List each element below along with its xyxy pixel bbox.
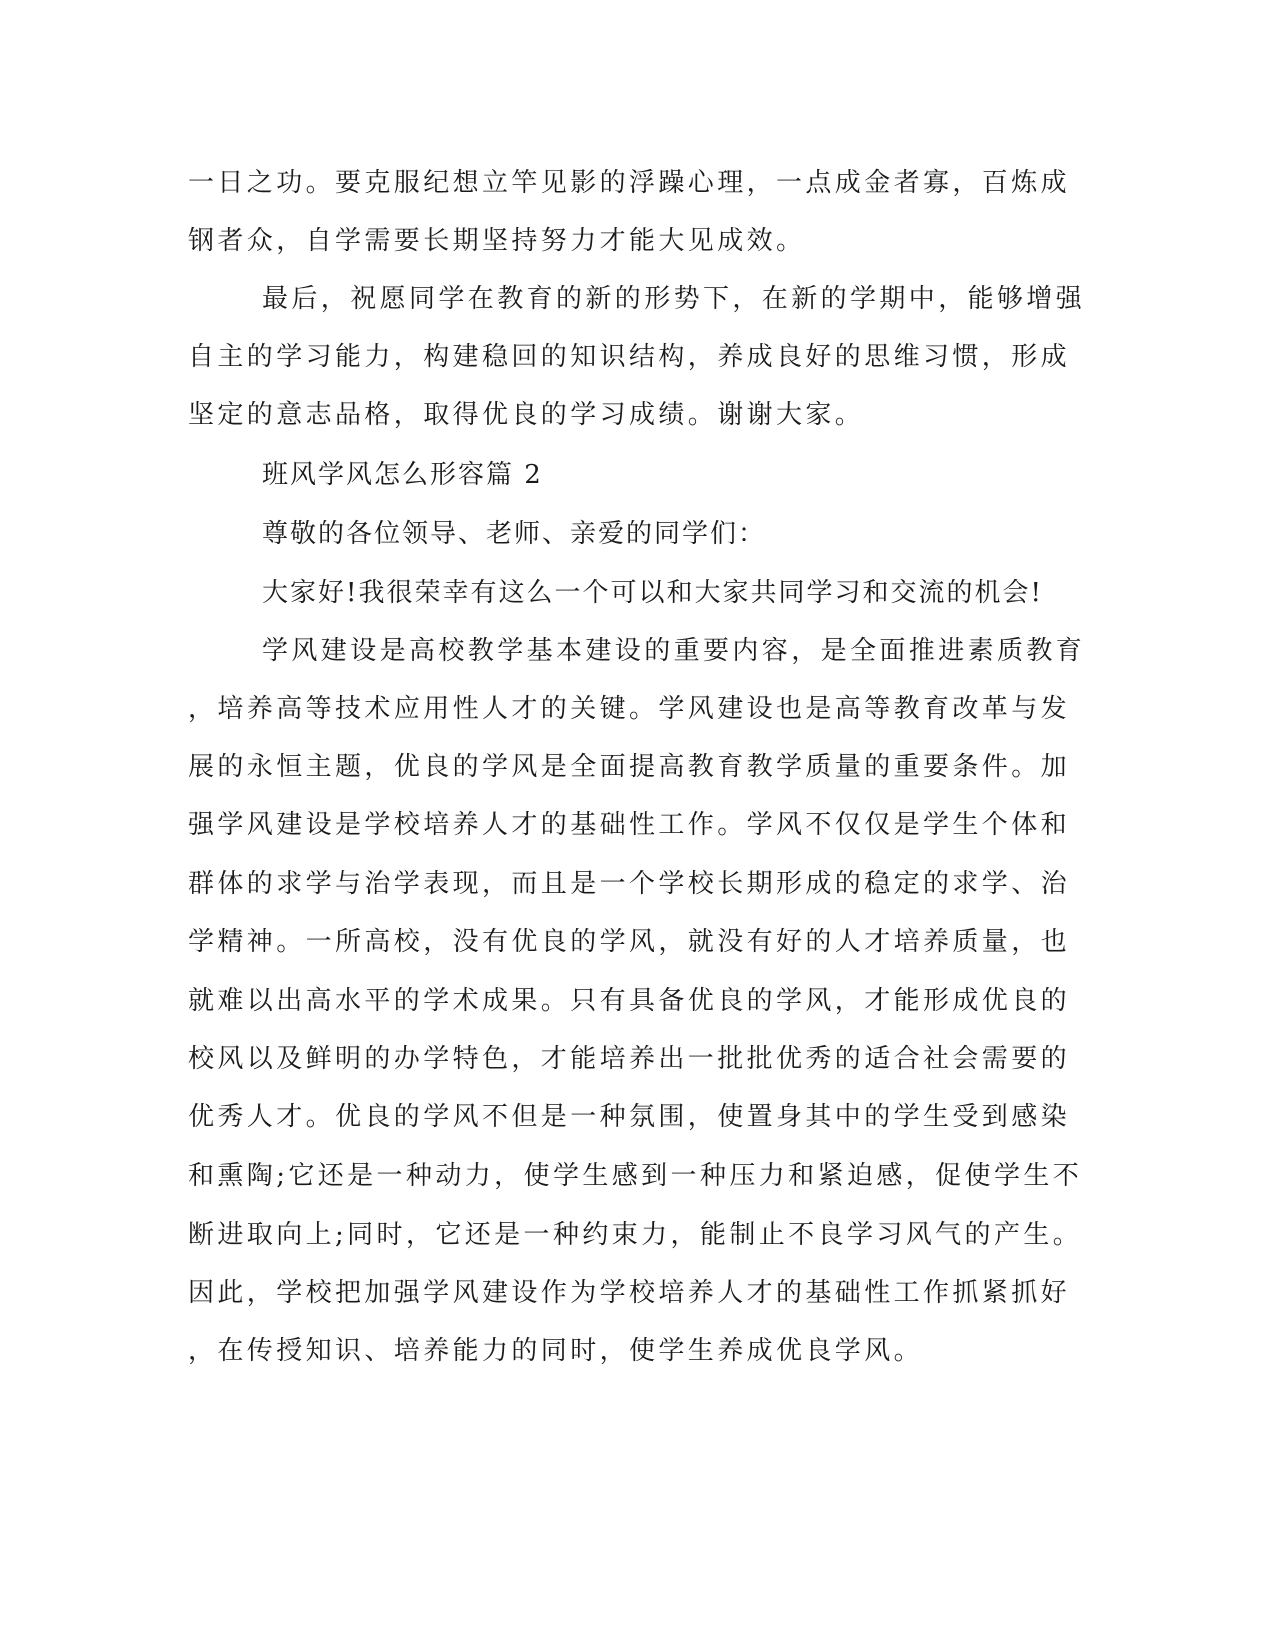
text-line: 学精神。一所高校，没有优良的学风，就没有好的人才培养质量，也	[188, 927, 1071, 957]
text-line: 断进取向上;同时，它还是一种约束力，能制止不良学习风气的产生。	[188, 1220, 1083, 1250]
salutation-line: 尊敬的各位领导、老师、亲爱的同学们：	[262, 519, 767, 549]
text-line: 群体的求学与治学表现，而且是一个学校长期形成的稳定的求学、治	[188, 869, 1071, 899]
text-line: 因此，学校把加强学风建设作为学校培养人才的基础性工作抓紧抓好	[188, 1278, 1071, 1308]
greeting-line: 大家好!我很荣幸有这么一个可以和大家共同学习和交流的机会!	[262, 578, 1043, 608]
text-line: 就难以出高水平的学术成果。只有具备优良的学风，才能形成优良的	[188, 986, 1071, 1016]
text-line: ，培养高等技术应用性人才的关键。学风建设也是高等教育改革与发	[188, 694, 1071, 724]
text-line: 自主的学习能力，构建稳回的知识结构，养成良好的思维习惯，形成	[188, 342, 1071, 372]
text-line: ，在传授知识、培养能力的同时，使学生养成优良学风。	[188, 1336, 924, 1366]
section-heading: 班风学风怎么形容篇 2	[262, 460, 543, 490]
paragraph-start-line: 最后，祝愿同学在教育的新的形势下，在新的学期中，能够增强	[262, 284, 1086, 314]
text-line: 展的永恒主题，优良的学风是全面提高教育教学质量的重要条件。加	[188, 752, 1071, 782]
text-line: 钢者众，自学需要长期坚持努力才能大见成效。	[188, 226, 806, 256]
text-line: 和熏陶;它还是一种动力，使学生感到一种压力和紧迫感，促使学生不	[188, 1161, 1083, 1191]
text-line: 坚定的意志品格，取得优良的学习成绩。谢谢大家。	[188, 400, 865, 430]
paragraph-start-line: 学风建设是高校教学基本建设的重要内容，是全面推进素质教育	[262, 636, 1086, 666]
text-line: 校风以及鲜明的办学特色，才能培养出一批批优秀的适合社会需要的	[188, 1044, 1071, 1074]
text-line: 优秀人才。优良的学风不但是一种氛围，使置身其中的学生受到感染	[188, 1102, 1071, 1132]
text-line: 强学风建设是学校培养人才的基础性工作。学风不仅仅是学生个体和	[188, 810, 1071, 840]
text-line: 一日之功。要克服纪想立竿见影的浮躁心理，一点成金者寡，百炼成	[188, 168, 1071, 198]
